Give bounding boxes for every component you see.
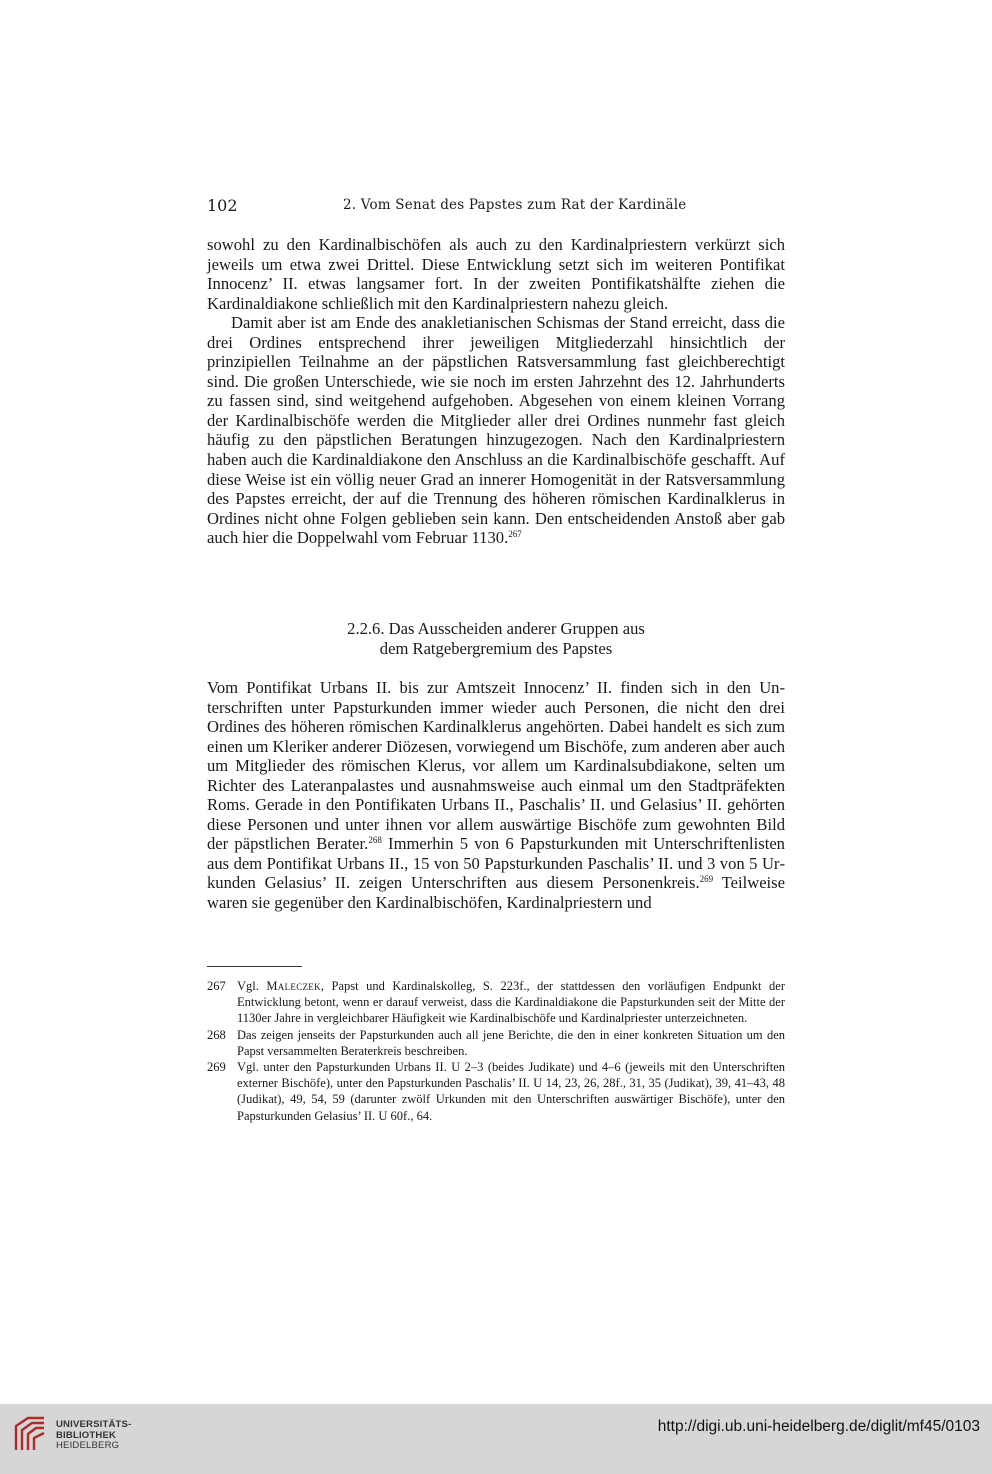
paragraph (207, 313, 785, 548)
footnote-author: Maleczek (266, 979, 321, 993)
body-text-top (207, 235, 785, 548)
page-header (207, 196, 785, 218)
footnote-ref[interactable]: 267 (508, 529, 522, 540)
library-name (56, 1420, 131, 1452)
body-text-section (207, 678, 785, 913)
footnote (207, 1027, 785, 1059)
library-name-line: UNIVERSITÄTS- (56, 1419, 132, 1430)
permalink-url[interactable]: http://digi.ub.uni-heidelberg.de/diglit/mf45/0103 (657, 1418, 980, 1435)
library-logo-icon[interactable] (10, 1412, 50, 1454)
paragraph (207, 678, 785, 913)
footnote-text (237, 978, 785, 1027)
footnote-number: 267 (207, 979, 226, 993)
paragraph-text: Damit aber ist am Ende des anakletianischen Schismas der Stand erreicht, dass die drei Ordines entsprechend ihrer jeweiligen Mitgliederzahl hinsichtlich der prinzipiellen Teilnahme an der päpstlichen Ratsversammlung fast gleichberechtigt sind. Die großen Unterschiede, wie sie noch im ersten Jahrzehnt des 12. Jahrhunderts zu fassen sind, sind weitgehend aufgehoben. Abgesehen von einem kleinen Vorrang der Kardinalbischöfe werden die Mitglieder aller drei Ordines nunmehr fast gleich häufig zu den päpstlichen Beratungen hinzugezogen. Nach den Kardinalpriestern haben auch die Kardinaldiakone den Anschluss an die Kardinalbischöfe geschafft. Auf diese Weise ist ein völlig neuer Grad an innerer Homogenität in der Ratsversammlung des Papstes erreicht, der auf die Trennung des höheren römischen Kardinalklerus in Ordines nicht ohne Folgen geblieben sein kann. Den entscheidenden Anstoß aber gab auch hier die Doppelwahl vom Februar 1130. (207, 313, 785, 548)
footnote-ref[interactable]: 269 (699, 874, 714, 885)
footnote (207, 1059, 785, 1124)
paragraph-text: sowohl zu den Kardinalbischöfen als auch zu den Kardinalpriestern verkürzt sich jeweils um etwa zwei Drittel. Diese Entwicklung setzt sich im weiteren Pontifikat Innocenz’ II. etwas langsamer fort. In der zweiten Pontifikatshälfte ziehen die Kardinaldiakone schließlich mit den Kardinalpriestern nahezu gleich. (207, 235, 785, 313)
viewer-footer-bar (0, 1404, 992, 1474)
paragraph-text: Vom Pontifikat Urbans II. bis zur Amtszeit Innocenz’ II. finden sich in den Unterschriften unter Papsturkunden immer wieder auch Personen, die nicht den drei Ordines des höheren römischen Kardinalklerus angehörten. Dabei handelt es sich zum einen um Kleriker anderer Diözesen, vorwiegend um Bischöfe, zum anderen aber auch um Mitglieder des römischen Klerus, vor allem um Kardinalsubdiakone, selten um Richter des Lateranpalastes und ausnahmsweise auch einmal um den Stadtpräfekten Roms. Gerade in den Pontifikaten Urbans II., Paschalis’ II. und Gelasius’ II. gehörten diese Personen und unter ihnen vor allem auswärtige Bischöfe zum gewohnten Bild der päpstlichen Berater. (207, 678, 785, 854)
section-heading-line: 2.2.6. Das Ausscheiden anderer Gruppen aus (347, 619, 645, 638)
footnotes (207, 978, 785, 1124)
footnote-body: , Papst und Kardinalskolleg, S. 223f., der stattdessen den vorläufigen Endpunkt der Entwicklung betont, wenn er darauf verweist, dass die Kardinaldiakone die Papsturkunden seit der Mitte der 1130er Jahre in vergleichbarer Häufigkeit wie Kardinalbischöfe und Kardinalpriester unterzeichneten. (237, 979, 785, 1026)
library-name-line: HEIDELBERG (56, 1440, 120, 1451)
footnote-ref[interactable]: 268 (368, 835, 382, 846)
footnote-divider (207, 966, 302, 967)
footnote-text: Das zeigen jenseits der Papsturkunden auch all jene Berichte, die den in einer konkreten Situation um den Papst versammelten Beraterkreis beschreiben. (237, 1027, 785, 1058)
footnote (207, 978, 785, 1027)
footnote-text: Vgl. unter den Papsturkunden Urbans II. U 2–3 (beides Judikate) und 4–6 (jeweils mit den Unterschriften externer Bischöfe), unter den Papsturkunden Paschalis’ II. U 14, 23, 26, 28f., 31, 35 (Judikat), 39, 41–43, 48 (Judikat), 49, 54, 59 (darunter zwölf Urkunden mit den Unterschriften auswärtiger Bischöfe), unter den Papsturkunden Gelasius’ II. U 60f., 64. (237, 1060, 785, 1123)
section-heading (207, 619, 785, 659)
paragraph-text: Immerhin 5 von 6 Papsturkunden mit Unterschriftenlisten aus dem Pontifikat Urbans II., 15 von 50 Papsturkunden Paschalis’ II. und 3 von 5 Urkunden Gelasius’ II. zeigen Unterschriften aus diesem Personenkreis. (207, 834, 785, 893)
footnote-number: 268 (207, 1027, 226, 1042)
running-head: 2. Vom Senat des Papstes zum Rat der Kardinäle (343, 197, 687, 213)
section-heading-line: dem Ratgebergremium des Papstes (379, 639, 613, 658)
paragraph (207, 235, 785, 313)
footnote-number: 269 (207, 1060, 226, 1075)
library-name-line: BIBLIOTHEK (56, 1429, 117, 1441)
footnote-lead: Vgl. (237, 979, 267, 993)
page-number: 102 (207, 196, 238, 215)
paragraph-text: Teilweise waren sie gegenüber den Kardinalbischöfen, Kardinalpriestern und (207, 873, 785, 913)
